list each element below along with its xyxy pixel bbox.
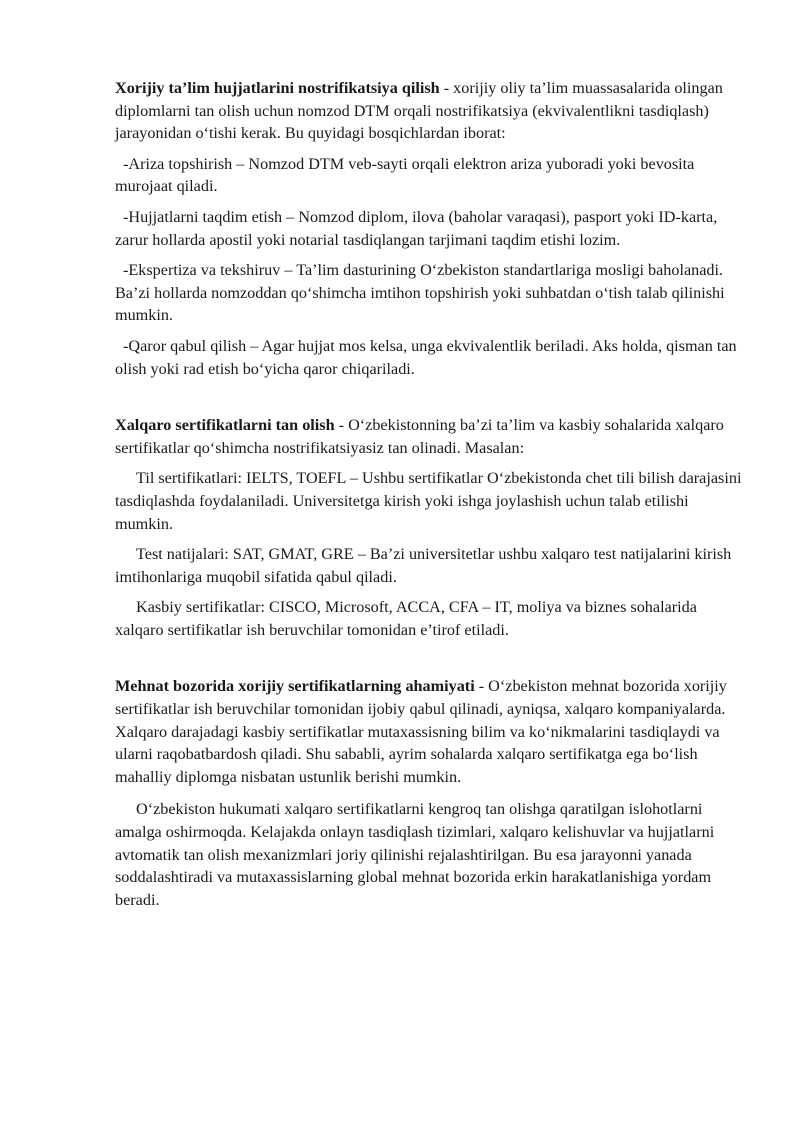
cert-professional: Kasbiy sertifikatlar: CISCO, Microsoft, ACCA, CFA – IT, moliya va biznes sohalarida xalqaro sertifikatlar ish beruvchilar tomonidan e’tirof etiladi. (115, 598, 697, 639)
section-nostrification-intro-text: - xorijiy oliy ta’lim muassasalarida olingan diplomlarni tan olish uchun nomzod DTM orqali nostrifikatsiya (ekvivalentlikni tasdiqlash) jarayonidan o‘tishi kerak. Bu quyidagi bosqichlardan iborat: (115, 79, 723, 143)
step-decision: -Qaror qabul qilish – Agar hujjat mos kelsa, unga ekvivalentlik beriladi. Aks holda, qisman tan olish yoki rad etish bo‘yicha qaror chiqariladi. (115, 336, 737, 378)
section-labor-market-intro-text: - O‘zbekiston mehnat bozorida xorijiy sertifikatlar ish beruvchilar tomonidan ijobiy qabul qilinadi, ayniqsa, xalqaro kompaniyalarda. Xalqaro darajadagi kasbiy sertifikatlar mutaxassisning bilim va ko‘nikmalarini tasdiqlaydi va ularni raqobatbardosh qiladi. Shu sababli, ayrim sohalarda xalqaro sertifikatga ega bo‘lish mahalliy diplomga nisbatan ustunlik berishi mumkin. (115, 677, 727, 786)
section-certificates-heading: Xalqaro sertifikatlarni tan olish (115, 416, 335, 435)
step-application: -Ariza topshirish – Nomzod DTM veb-sayti orqali elektron ariza yuboradi yoki bevosita murojaat qiladi. (115, 154, 695, 196)
section-nostrification-heading: Xorijiy ta’lim hujjatlarini nostrifikatsiya qilish (115, 79, 440, 97)
step-expertise: -Ekspertiza va tekshiruv – Ta’lim dasturining O‘zbekiston standartlariga mosligi baholanadi. Ba’zi hollarda nomzoddan qo‘shimcha imtihon topshirish yoki suhbatdan o‘tish talab qilinishi mumkin. (115, 261, 725, 325)
section-spacer (115, 380, 745, 414)
section-certificates-intro-text: - O‘zbekistonning ba’zi ta’lim va kasbiy sohalarida xalqaro sertifikatlar qo‘shimcha nostrifikatsiyasiz tan olinadi. Masalan: (115, 416, 724, 457)
section-labor-market-heading: Mehnat bozorida xorijiy sertifikatlarning ahamiyati (115, 677, 475, 696)
closing-paragraph: O‘zbekiston hukumati xalqaro sertifikatlarni kengroq tan olishga qaratilgan islohotlarni amalga oshirmoqda. Kelajakda onlayn tasdiqlash tizimlari, xalqaro kelishuvlar va hujjatlarni avtomatik tan olish mexanizmlari joriy qilinishi rejalashtirilgan. Bu esa jarayonni yanada soddalashtiradi va mutaxassislarning global mehnat bozorida erkin harakatlanishiga yordam beradi. (115, 800, 715, 909)
document-body (115, 77, 745, 911)
section-spacer (115, 641, 745, 675)
cert-tests: Test natijalari: SAT, GMAT, GRE – Ba’zi universitetlar ushbu xalqaro test natijalarini kirish imtihonlariga muqobil sifatida qabul qiladi. (115, 545, 732, 586)
section-labor-market-intro (115, 675, 745, 788)
section-nostrification-intro (115, 77, 745, 145)
cert-language: Til sertifikatlari: IELTS, TOEFL – Ushbu sertifikatlar O‘zbekistonda chet tili bilish darajasini tasdiqlashda foydalaniladi. Universitetga kirish yoki ishga joylashish uchun talab etilishi mumkin. (115, 469, 742, 533)
step-submit-documents: -Hujjatlarni taqdim etish – Nomzod diplom, ilova (baholar varaqasi), pasport yoki ID-karta, zarur hollarda apostil yoki notarial tasdiqlangan tarjimani taqdim etishi lozim. (115, 207, 718, 249)
section-certificates-intro (115, 414, 745, 459)
